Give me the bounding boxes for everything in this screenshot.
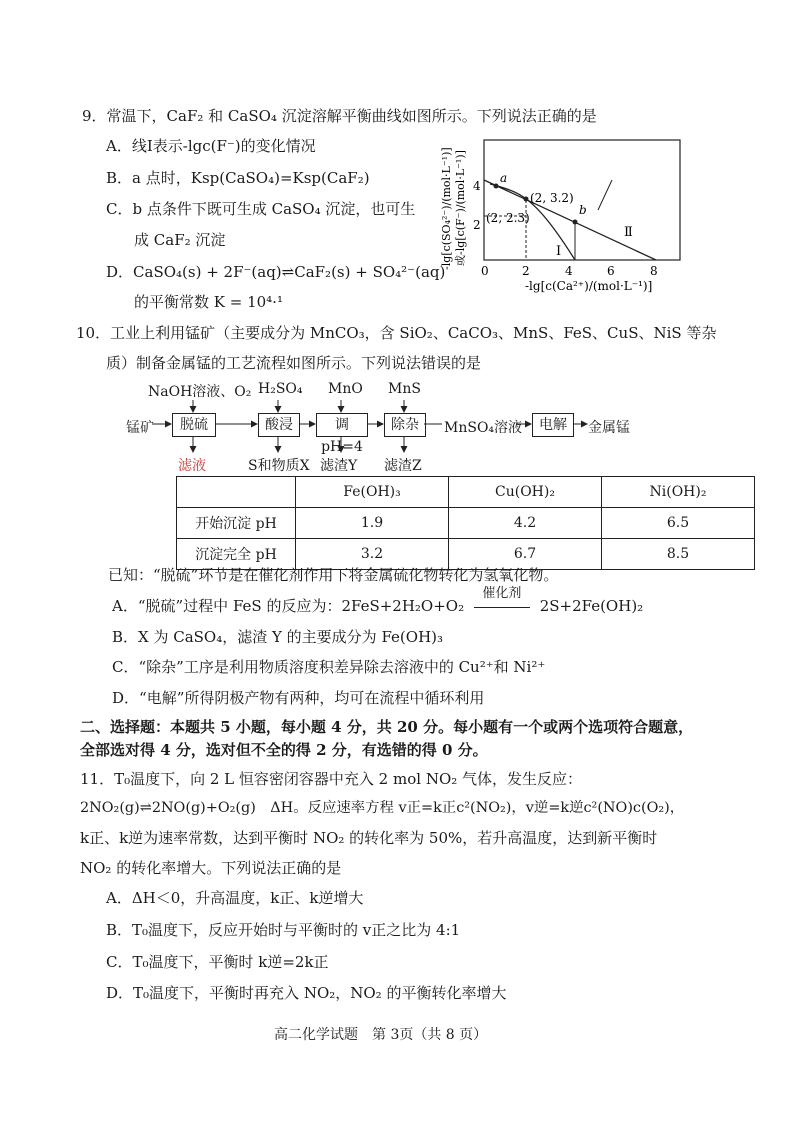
flow-step-acid-leach: 酸浸 (258, 413, 300, 437)
flow-input-4: MnS (388, 381, 421, 397)
flow-input-3: MnO (328, 381, 363, 397)
q10-stem-cont: 质）制备金属锰的工艺流程如图所示。下列说法错误的是 (106, 354, 482, 372)
flow-input-2: H₂SO₄ (258, 381, 303, 397)
q11-option-d: D．T₀温度下，平衡时再充入 NO₂，NO₂ 的平衡转化率增大 (106, 984, 507, 1002)
graph-xtick-8: 8 (650, 264, 658, 278)
q11-stem: 11．T₀温度下，向 2 L 恒容密闭容器中充入 2 mol NO₂ 气体，发生反应： (80, 770, 583, 788)
q10-known: 已知：“脱硫”环节是在催化剂作用下将金属硫化物转化为氢氧化物。 (108, 566, 559, 584)
section-2-heading-cont: 全部选对得 4 分，选对但不全的得 2 分，有选错的得 0 分。 (80, 741, 488, 759)
graph-label-c: (2, 3.2) (530, 191, 574, 205)
graph-pointer (598, 180, 612, 210)
table-row (177, 477, 755, 508)
table-header-cell: Fe(OH)₃ (296, 477, 449, 508)
q9-option-c: C．b 点条件下既可生成 CaSO₄ 沉淀，也可生 (106, 200, 416, 218)
flow-step-impurity: 除杂 (384, 413, 426, 437)
section-2-heading: 二、选择题：本题共 5 小题，每小题 4 分，共 20 分。每小题有一个或两个选项符合题意， (80, 718, 694, 736)
q11-line-2: 2NO₂(g)⇌2NO(g)+O₂(g) ΔH。反应速率方程 v正=k正c²(NO₂)，v逆=k逆c²(NO)c(O₂)， (80, 800, 685, 816)
graph-frame (484, 140, 680, 260)
graph-point-a (494, 184, 499, 189)
graph-line-1-label: Ⅰ (556, 244, 562, 259)
graph-xtick-2: 2 (522, 264, 530, 278)
table-cell: 1.9 (296, 508, 449, 539)
flow-output-2: S和物质X (248, 458, 310, 474)
flow-output-4: 滤渣Z (384, 458, 422, 474)
graph-xtick-4: 4 (565, 264, 573, 278)
q10-ph-table (176, 476, 755, 570)
flow-output-1: 滤液 (178, 458, 206, 474)
flow-output-3: 滤渣Y (320, 458, 358, 474)
table-header-cell: Ni(OH)₂ (602, 477, 755, 508)
q10-stem: 10．工业上利用锰矿（主要成分为 MnCO₃，含 SiO₂、CaCO₃、MnS、FeS、CuS、NiS 等杂 (76, 324, 717, 342)
q9-stem: 9．常温下，CaF₂ 和 CaSO₄ 沉淀溶解平衡曲线如图所示。下列说法正确的是 (82, 107, 597, 125)
flow-mnso4: MnSO₄溶液 (444, 420, 523, 436)
graph-ylabel-2: 或-lg[c(F⁻)/(mol·L⁻¹)] (454, 150, 467, 266)
q9-option-d: D．CaSO₄(s) + 2F⁻(aq)⇌CaF₂(s) + SO₄²⁻(aq) (106, 263, 446, 281)
flow-input-1: NaOH溶液、O₂ (148, 384, 252, 400)
graph-point-a-label: a (500, 171, 508, 185)
flow-step-adjust-ph: 调pH=4 (316, 413, 368, 437)
q10-option-a-text: A．“脱硫”过程中 FeS 的反应为：2FeS+2H₂O+O₂ (112, 597, 465, 615)
q9-option-a: A．线Ⅰ表示-lgc(F⁻)的变化情况 (106, 137, 316, 155)
graph-ylabel-1: -lg[c(SO₄²⁻)/(mol·L⁻¹)] (440, 147, 453, 270)
graph-ytick-2: 2 (473, 218, 481, 232)
q11-option-c: C．T₀温度下，平衡时 k逆=2k正 (106, 953, 329, 971)
graph-xlabel: -lg[c(Ca²⁺)/(mol·L⁻¹)] (525, 279, 653, 293)
table-cell: 沉淀完全 pH (177, 539, 296, 570)
page-footer: 高二化学试题 第 3页（共 8 页） (274, 1027, 488, 1043)
q9-graph (420, 130, 690, 300)
q10-option-d: D．“电解”所得阴极产物有两种，均可在流程中循环利用 (112, 689, 485, 707)
table-cell: 6.5 (602, 508, 755, 539)
q10-option-a (112, 586, 644, 616)
table-cell: 8.5 (602, 539, 755, 570)
table-header-cell: Cu(OH)₂ (449, 477, 602, 508)
q9-option-c-cont: 成 CaF₂ 沉淀 (134, 231, 226, 249)
q9-option-b: B．a 点时，Ksp(CaSO₄)=Ksp(CaF₂) (106, 169, 370, 187)
q11-line-4: NO₂ 的转化率增大。下列说法正确的是 (80, 859, 342, 877)
graph-point-b-label: b (579, 203, 587, 217)
graph-point-c (524, 197, 529, 202)
flow-step-electrolysis: 电解 (532, 413, 574, 437)
flow-end: 金属锰 (588, 420, 630, 436)
q10-option-c: C．“除杂”工序是利用物质溶度积差异除去溶液中的 Cu²⁺和 Ni²⁺ (112, 658, 546, 676)
flow-arrows (150, 396, 640, 458)
q10-option-a-product: 2S+2Fe(OH)₂ (539, 597, 644, 615)
table-cell: 6.7 (449, 539, 602, 570)
table-header-cell (177, 477, 296, 508)
catalyst-label: 催化剂 (482, 586, 522, 601)
graph-xtick-6: 6 (607, 264, 615, 278)
q11-option-a: A．ΔH＜0，升高温度，k正、k逆增大 (106, 889, 364, 907)
flow-start: 锰矿 (126, 420, 154, 436)
graph-line-2-label: Ⅱ (624, 225, 633, 240)
catalyst-arrow (469, 586, 535, 616)
q11-line-3: k正、k逆为速率常数，达到平衡时 NO₂ 的转化率为 50%，若升高温度，达到新平衡时 (80, 829, 658, 847)
graph-point-b (573, 220, 578, 225)
table-cell: 3.2 (296, 539, 449, 570)
q10-option-b: B．X 为 CaSO₄，滤渣 Y 的主要成分为 Fe(OH)₃ (112, 628, 444, 646)
graph-ytick-4: 4 (473, 179, 481, 193)
q9-option-d-cont: 的平衡常数 K = 10⁴·¹ (134, 293, 283, 311)
table-cell: 开始沉淀 pH (177, 508, 296, 539)
flow-step-desulfurize: 脱硫 (172, 413, 216, 437)
graph-xtick-0: 0 (481, 264, 489, 278)
q11-option-b: B．T₀温度下，反应开始时与平衡时的 v正之比为 4:1 (106, 921, 461, 939)
table-cell: 4.2 (449, 508, 602, 539)
graph-label-d: (2, 2.3) (486, 211, 530, 225)
table-row (177, 508, 755, 539)
